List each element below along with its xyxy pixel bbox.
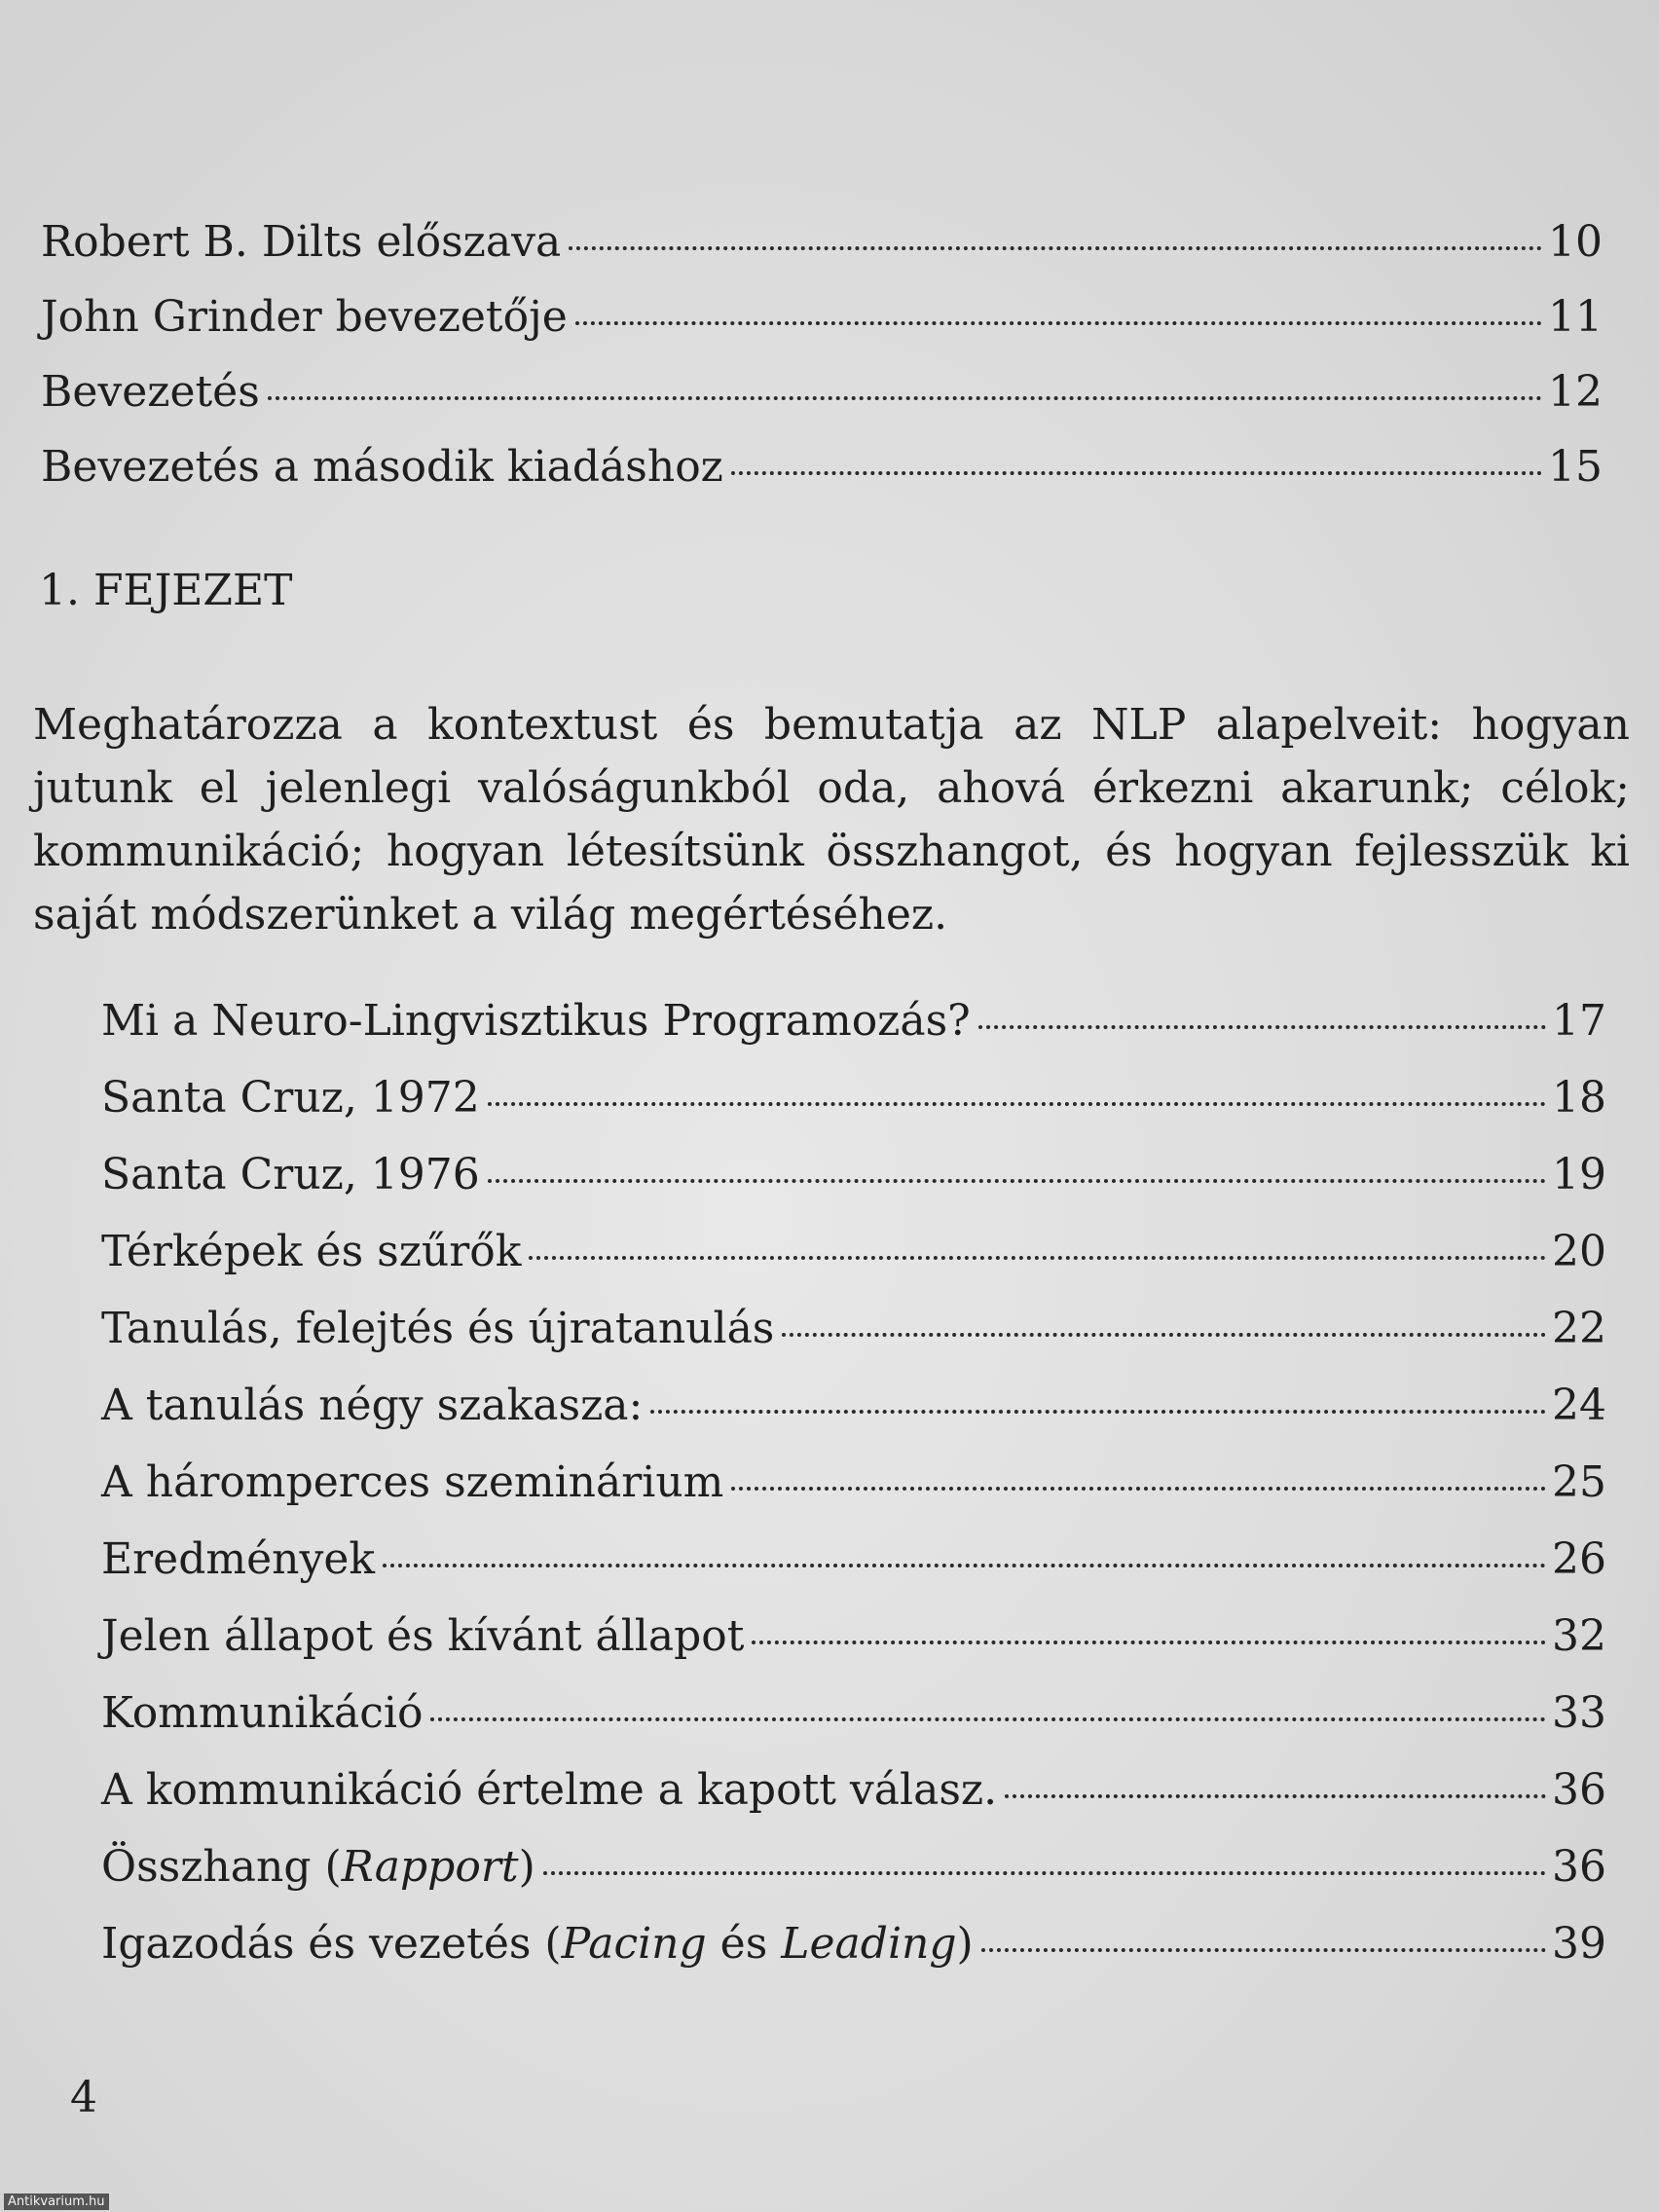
dot-leader: [569, 246, 1542, 250]
dot-leader: [543, 1871, 1546, 1875]
toc-entry-page: 12: [1548, 367, 1603, 417]
title-part: Összhang (: [101, 1842, 342, 1892]
toc-entry: [101, 1918, 1606, 1971]
toc-entry-title: A háromperces szeminárium: [101, 1457, 724, 1507]
dot-leader: [752, 1641, 1546, 1644]
toc-entry-title: [101, 1841, 535, 1894]
toc-entry-page: 17: [1552, 996, 1606, 1046]
toc-entry-page: 10: [1548, 217, 1603, 267]
toc-entry-title: A kommunikáció értelme a kapott válasz.: [101, 1765, 998, 1815]
title-part: ): [518, 1842, 535, 1892]
toc-entry-page: 15: [1548, 442, 1603, 492]
toc-entry-dilts: [41, 216, 1603, 269]
toc-entry: [101, 1687, 1606, 1740]
toc-entry: [101, 995, 1606, 1048]
toc-entry-page: 22: [1552, 1304, 1606, 1353]
dot-leader: [731, 471, 1542, 475]
toc-entry-page: 25: [1552, 1457, 1606, 1507]
toc-entry-grinder: [41, 291, 1603, 344]
toc-entry-page: 18: [1552, 1073, 1606, 1123]
toc-entry: [101, 1303, 1606, 1355]
toc-entry-title: Térképek és szűrők: [101, 1227, 522, 1276]
toc-entry: [101, 1610, 1606, 1663]
toc-entry-page: 36: [1552, 1765, 1606, 1815]
toc-entry-title: Bevezetés a második kiadáshoz: [41, 442, 723, 492]
watermark: Antikvarium.hu: [4, 2194, 109, 2210]
dot-leader: [268, 396, 1542, 400]
toc-entry-masodik-kiadas: [41, 441, 1603, 494]
dot-leader: [430, 1717, 1546, 1721]
dot-leader: [488, 1179, 1546, 1183]
dot-leader: [981, 1948, 1546, 1952]
toc-entry-page: 19: [1552, 1150, 1606, 1199]
toc-entry-title: A tanulás négy szakasza:: [101, 1381, 644, 1430]
dot-leader: [978, 1025, 1546, 1029]
toc-entry-title: Robert B. Dilts előszava: [41, 217, 562, 267]
toc-entry-title: Santa Cruz, 1976: [101, 1150, 480, 1199]
toc-entry: [101, 1533, 1606, 1586]
title-part-italic: Leading: [781, 1919, 957, 1969]
title-part: és: [706, 1919, 782, 1969]
toc-entry-title: Kommunikáció: [101, 1688, 424, 1738]
dot-leader: [650, 1410, 1546, 1414]
toc-entry: [101, 1456, 1606, 1509]
toc-entry: [101, 1380, 1606, 1432]
title-part: Igazodás és vezetés (: [101, 1919, 562, 1969]
dot-leader: [383, 1564, 1546, 1567]
toc-entry-page: 11: [1548, 292, 1603, 342]
toc-entry-page: 20: [1552, 1227, 1606, 1276]
toc-entry-page: 33: [1552, 1688, 1606, 1738]
dot-leader: [731, 1487, 1546, 1491]
chapter-description: Meghatározza a kontextust és bemutatja az NLP alapelveit: hogyan jutunk el jelenlegi valóságunkból oda, ahová érkezni akarunk; célok; kommunikáció; hogyan létesítsünk összhangot, és hogyan fejlesszük ki saját módszerünket a világ megértéséhez.: [33, 700, 1630, 940]
toc-entry-bevezetes: [41, 366, 1603, 419]
page-number: 4: [70, 2073, 97, 2122]
toc-entry: [101, 1226, 1606, 1278]
title-part-italic: Pacing: [561, 1919, 707, 1969]
toc-entry-title: Tanulás, felejtés és újratanulás: [101, 1304, 775, 1353]
toc-entry: [101, 1072, 1606, 1124]
toc-entry: [101, 1841, 1606, 1894]
dot-leader: [575, 321, 1542, 325]
dot-leader: [488, 1102, 1546, 1106]
toc-entry: [101, 1149, 1606, 1201]
toc-entry-page: 39: [1552, 1919, 1606, 1969]
dot-leader: [1005, 1794, 1546, 1798]
toc-entry-title: Mi a Neuro-Lingvisztikus Programozás?: [101, 996, 971, 1046]
toc-entry-page: 24: [1552, 1381, 1606, 1430]
toc-entry-title: Santa Cruz, 1972: [101, 1073, 480, 1123]
toc-entry-page: 36: [1552, 1842, 1606, 1892]
toc-entry-title: Bevezetés: [41, 367, 260, 417]
dot-leader: [529, 1256, 1546, 1260]
title-part-italic: Rapport: [341, 1842, 519, 1892]
toc-entry-title: Eredmények: [101, 1534, 376, 1584]
title-part: ): [956, 1919, 974, 1969]
toc-entry-page: 26: [1552, 1534, 1606, 1584]
toc-entry: [101, 1764, 1606, 1817]
toc-entry-page: 32: [1552, 1611, 1606, 1661]
toc-entry-title: Jelen állapot és kívánt állapot: [101, 1611, 745, 1661]
toc-entry-title: John Grinder bevezetője: [41, 292, 568, 342]
dot-leader: [782, 1333, 1546, 1337]
toc-entry-title: [101, 1918, 974, 1971]
chapter-heading: 1. FEJEZET: [39, 566, 293, 615]
